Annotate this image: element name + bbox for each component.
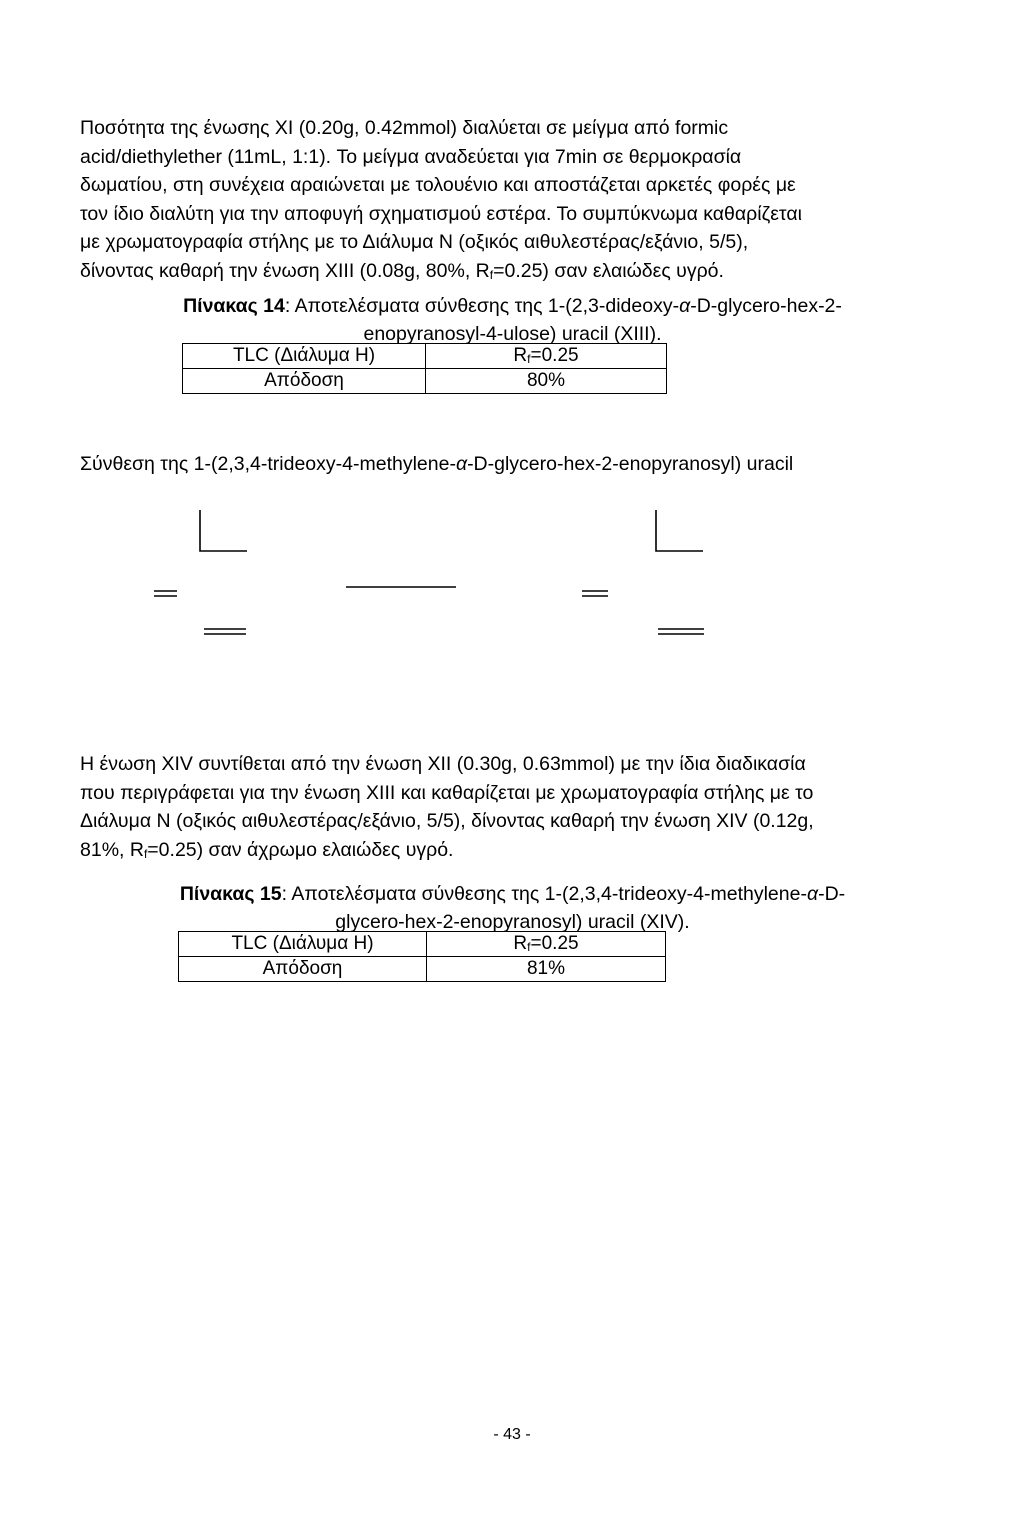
table-cell-label: TLC (Διάλυμα Η) (179, 932, 427, 957)
table-row (183, 369, 667, 394)
table-cell-label: Απόδοση (183, 369, 426, 394)
text-line: δίνοντας καθαρή την ένωση XIII (0.08g, 80%, Rf=0.25) σαν ελαιώδες υγρό. (80, 259, 724, 282)
table-14-caption: Πίνακας 14: Αποτελέσματα σύνθεσης της 1-(2,3-dideoxy-α-D-glycero-hex-2- enopyranosyl-4-ulose) uracil (XIII). (183, 295, 842, 345)
page-number: - 43 - (493, 1426, 531, 1443)
text-line: Ποσότητα της ένωσης XI (0.20g, 0.42mmol) διαλύεται σε μείγμα από formic (80, 117, 729, 139)
table-row (179, 932, 666, 957)
table-label: Πίνακας 15 (179, 883, 282, 905)
synthesis-heading: Σύνθεση της 1-(2,3,4-trideoxy-4-methylene-α-D-glycero-hex-2-enopyranosyl) uracil (80, 453, 794, 475)
table-row (183, 344, 667, 369)
table-cell-value: Rf=0.25 (426, 344, 667, 369)
table-cell-value: 80% (426, 369, 667, 394)
text-line: 81%, Rf=0.25) σαν άχρωμο ελαιώδες υγρό. (80, 838, 454, 861)
bond-fragment (154, 591, 177, 596)
table-label: Πίνακας 14 (183, 295, 285, 317)
table-15-caption: Πίνακας 15: Αποτελέσματα σύνθεσης της 1-(2,3,4-trideoxy-4-methylene-α-D- glycero-hex-2-enopyranosyl) uracil (XIV). (179, 883, 846, 933)
text-line: acid/diethylether (11mL, 1:1). Το μείγμα αναδεύεται για 7min σε θερμοκρασία (80, 145, 742, 168)
results-table-15 (178, 931, 666, 982)
table-cell-label: Απόδοση (179, 957, 427, 982)
table-cell-value: 81% (427, 957, 666, 982)
text-line: με χρωματογραφία στήλης με το Διάλυμα Ν (οξικός αιθυλεστέρας/εξάνιο, 5/5), (80, 231, 749, 254)
bond-fragment (200, 510, 247, 551)
table-cell-label: TLC (Διάλυμα Η) (183, 344, 426, 369)
bond-fragment (656, 510, 703, 551)
text-line: Διάλυμα Ν (οξικός αιθυλεστέρας/εξάνιο, 5/5), δίνοντας καθαρή την ένωση XIV (0.12g, (80, 810, 814, 833)
text-line: τον ίδιο διαλύτη για την αποφυγή σχηματισμού εστέρα. Το συμπύκνωμα καθαρίζεται (80, 202, 802, 225)
bond-fragment (658, 629, 704, 634)
procedure-paragraph-xiii (80, 114, 945, 286)
results-table-14 (182, 343, 667, 394)
table-row (179, 957, 666, 982)
text-line: που περιγράφεται για την ένωση XIII και καθαρίζεται με χρωματογραφία στήλης με το (80, 781, 814, 804)
bond-fragment (582, 591, 608, 596)
text-line: δωματίου, στη συνέχεια αραιώνεται με τολουένιο και αποστάζεται αρκετές φορές με (80, 174, 796, 197)
table-cell-value: Rf=0.25 (427, 932, 666, 957)
procedure-paragraph-xiv (80, 750, 945, 864)
bond-fragment (204, 629, 246, 634)
text-line: Η ένωση XIV συντίθεται από την ένωση XII (0.30g, 0.63mmol) με την ίδια διαδικασία (80, 753, 806, 775)
reaction-scheme-fragments (0, 500, 1024, 660)
